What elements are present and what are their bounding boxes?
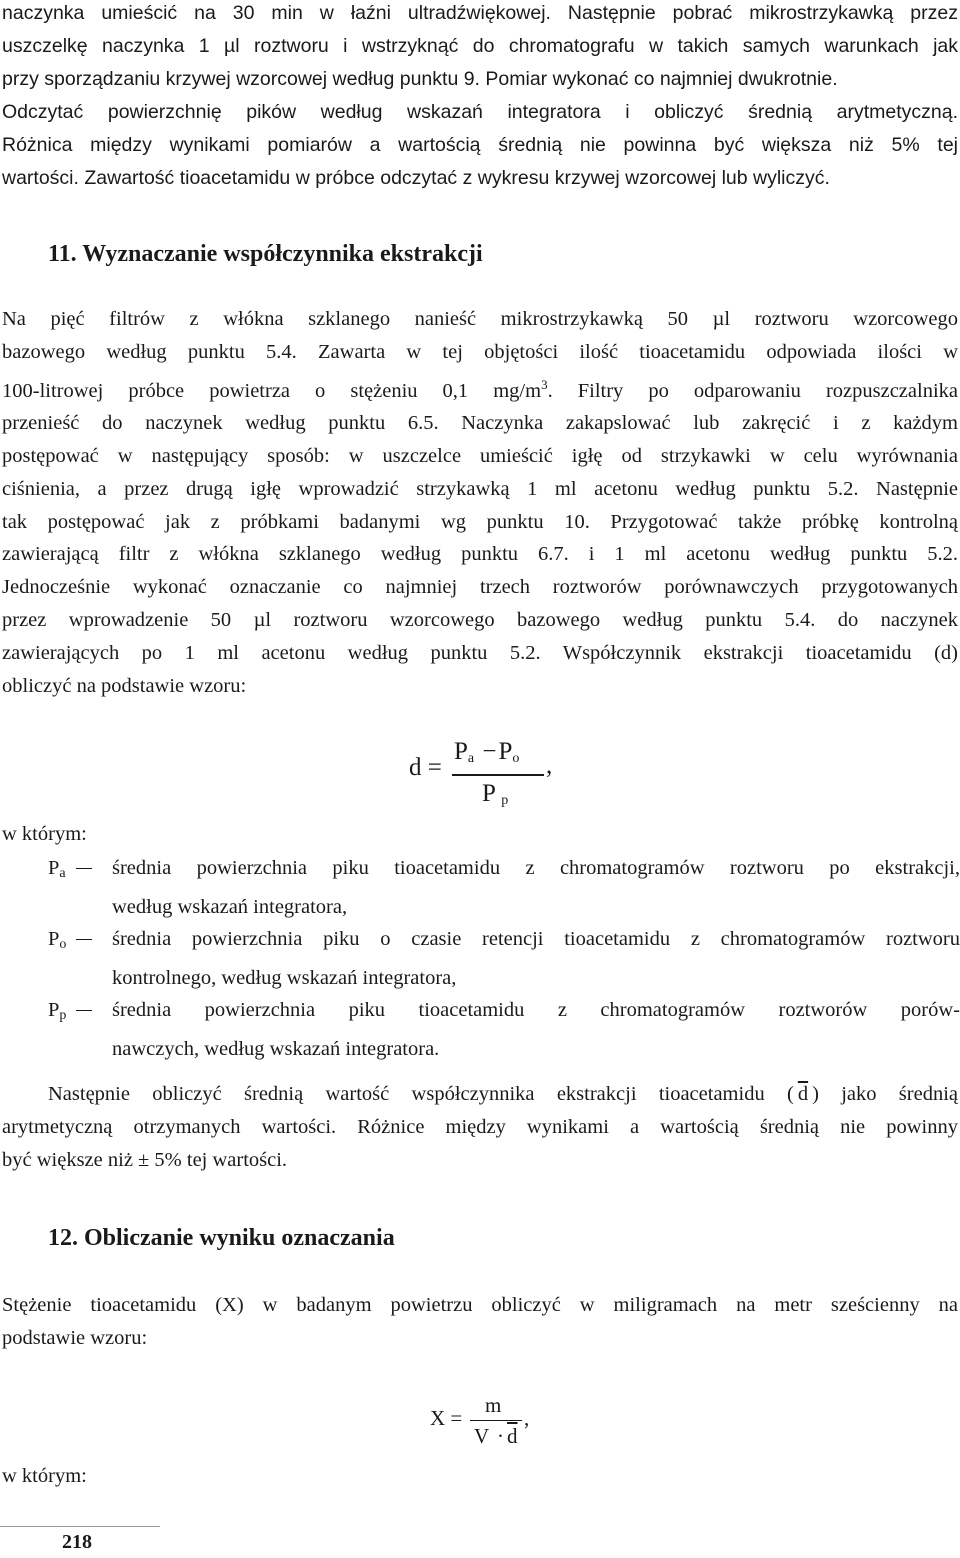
formula-numerator: m: [485, 1393, 502, 1417]
d-bar-symbol: $\overline{d}$: [507, 1424, 518, 1448]
section-11-heading: 11. Wyznaczanie współczynnika ekstrakcji: [48, 241, 483, 267]
section-12-paragraph: [2, 1289, 958, 1355]
text-line: [2, 1078, 958, 1111]
fraction-line: [452, 774, 544, 776]
dash: [76, 868, 92, 869]
text-line: przez wprowadzenie 50 µl roztworu wzorcowego bazowego według punktu 5.4. do naczynek: [2, 609, 958, 631]
section-12-heading: 12. Obliczanie wyniku oznaczania: [48, 1225, 395, 1251]
formula-numerator: [454, 738, 519, 767]
text-line: być większe niż ± 5% tej wartości.: [2, 1148, 288, 1171]
mean-paragraph: [2, 1078, 958, 1176]
formula-denominator: [482, 780, 508, 809]
definition-symbol: [0, 994, 112, 1033]
text-fragment: 100-litrowej próbce powietrza o stężeniu 0,1 mg/m: [2, 379, 542, 402]
text-fragment: . Filtry po odparowaniu rozpuszczalnika: [547, 379, 958, 402]
text-line: Różnica między wynikami pomiarów a wartością średnią nie powinna być większa niż 5% tej: [2, 134, 958, 156]
formula-lhs: d =: [409, 754, 442, 781]
text-line: Odczytać powierzchnię pików według wskazań integratora i obliczyć średnią arytmetyczną.: [2, 101, 958, 123]
where-label: w którym:: [2, 1465, 87, 1487]
definition-row: [0, 852, 960, 891]
text-line: Jednocześnie wykonać oznaczanie co najmniej trzech roztworów porównawczych przygotowanych: [2, 576, 958, 599]
text-line: zawierającą filtr z włókna szklanego według punktu 6.7. i 1 ml acetonu według punktu 5.2.: [2, 543, 958, 566]
formula-lhs: X =: [430, 1406, 463, 1430]
spacer: [0, 891, 112, 924]
definition-row: [0, 923, 960, 962]
definition-row: [0, 1033, 960, 1066]
definition-text: średnia powierzchnia piku o czasie retencji tioacetamidu z chromatogramów roztworu: [112, 928, 960, 950]
text-line: Stężenie tioacetamidu (X) w badanym powietrzu obliczyć w miligramach na metr sześcienny na: [2, 1294, 958, 1316]
where-label: w którym:: [2, 823, 87, 845]
text-line: [2, 369, 958, 408]
spacer: [0, 962, 112, 995]
subscript: p: [501, 793, 509, 808]
definition-symbol: [0, 852, 112, 891]
fraction-line: [470, 1420, 522, 1421]
definition-text: kontrolnego, według wskazań integratora,: [112, 966, 457, 989]
minus-sign: −: [482, 738, 497, 765]
subscript: o: [59, 937, 67, 952]
definition-text: według wskazań integratora,: [112, 895, 348, 918]
symbol-p: P: [482, 780, 495, 807]
text-line: przenieść do naczynek według punktu 6.5. Naczynka zakapslować lub zakręcić i z każdym: [2, 412, 958, 435]
subscript: a: [59, 866, 66, 881]
definitions-list: [0, 852, 960, 1065]
dash: [76, 1010, 92, 1011]
text-line: postępować w następujący sposób: w uszczelce umieścić igłę od strzykawki w celu wyrównania: [2, 445, 958, 468]
symbol-p: P: [48, 928, 60, 950]
d-bar-symbol: $\overline{d}$: [797, 1083, 809, 1105]
symbol-p: P: [48, 857, 60, 879]
spacer: [0, 1033, 112, 1066]
definition-item: [0, 994, 960, 1065]
text-line: naczynka umieścić na 30 min w łaźni ultradźwiękowej. Następnie pobrać mikrostrzykawką przez: [2, 2, 958, 24]
symbol-p: P: [48, 999, 60, 1021]
text-line: Na pięć filtrów z włókna szklanego nanieść mikrostrzykawką 50 µl roztworu wzorcowego: [2, 308, 958, 330]
definition-text: średnia powierzchnia piku tioacetamidu z chromatogramów roztworów porów-: [112, 999, 960, 1021]
subscript: a: [467, 751, 475, 766]
definition-row: [0, 962, 960, 995]
definition-symbol: [0, 923, 112, 962]
symbol-v: V: [474, 1424, 489, 1448]
text-line: arytmetyczną otrzymanych wartości. Różnice między wynikami a wartością średnią nie powinny: [2, 1115, 958, 1138]
definition-row: [0, 994, 960, 1033]
page-number: 218: [62, 1531, 92, 1553]
definition-text: średnia powierzchnia piku tioacetamidu z chromatogramów roztworu po ekstrakcji,: [112, 857, 960, 879]
definition-row: [0, 891, 960, 924]
dot-operator: ·: [497, 1424, 505, 1448]
text-line: uszczelkę naczynka 1 µl roztworu i wstrzyknąć do chromatografu w takich samych warunkach jak: [2, 35, 958, 57]
text-line: obliczyć na podstawie wzoru:: [2, 674, 247, 697]
definition-text: nawczych, według wskazań integratora.: [112, 1037, 440, 1060]
formula-comma: ,: [524, 1406, 530, 1430]
section-11-paragraph: [2, 303, 958, 702]
text-line: podstawie wzoru:: [2, 1326, 148, 1349]
definition-item: [0, 923, 960, 994]
dash: [76, 939, 92, 940]
formula-denominator: [474, 1424, 518, 1449]
text-line: bazowego według punktu 5.4. Zawarta w tej objętości ilość tioacetamidu odpowiada ilości w: [2, 340, 958, 363]
text-line: zawierających po 1 ml acetonu według punktu 5.2. Współczynnik ekstrakcji tioacetamidu (d): [2, 641, 958, 664]
text-fragment: Następnie obliczyć średnią wartość współczynnika ekstrakcji tioacetamidu (: [48, 1083, 794, 1105]
text-line: ciśnienia, a przez drugą igłę wprowadzić strzykawką 1 ml acetonu według punktu 5.2. Następnie: [2, 477, 958, 500]
top-paragraph: [2, 0, 958, 195]
text-line: przy sporządzaniu krzywej wzorcowej według punktu 9. Pomiar wykonać co najmniej dwukrotnie.: [2, 68, 838, 90]
formula-comma: ,: [546, 752, 553, 779]
subscript: o: [512, 751, 520, 766]
superscript: 3: [541, 376, 548, 392]
text-fragment: ) jako średnią: [812, 1083, 958, 1105]
symbol-p: P: [454, 738, 468, 765]
subscript: p: [59, 1008, 67, 1023]
text-line: wartości. Zawartość tioacetamidu w próbce odczytać z wykresu krzywej wzorcowej lub wyliczyć.: [2, 167, 830, 189]
symbol-p: P: [498, 738, 513, 765]
footer-rule: [0, 1526, 160, 1527]
text-line: tak postępować jak z próbkami badanymi wg punktu 10. Przygotować także próbkę kontrolną: [2, 510, 958, 533]
definition-item: [0, 852, 960, 923]
